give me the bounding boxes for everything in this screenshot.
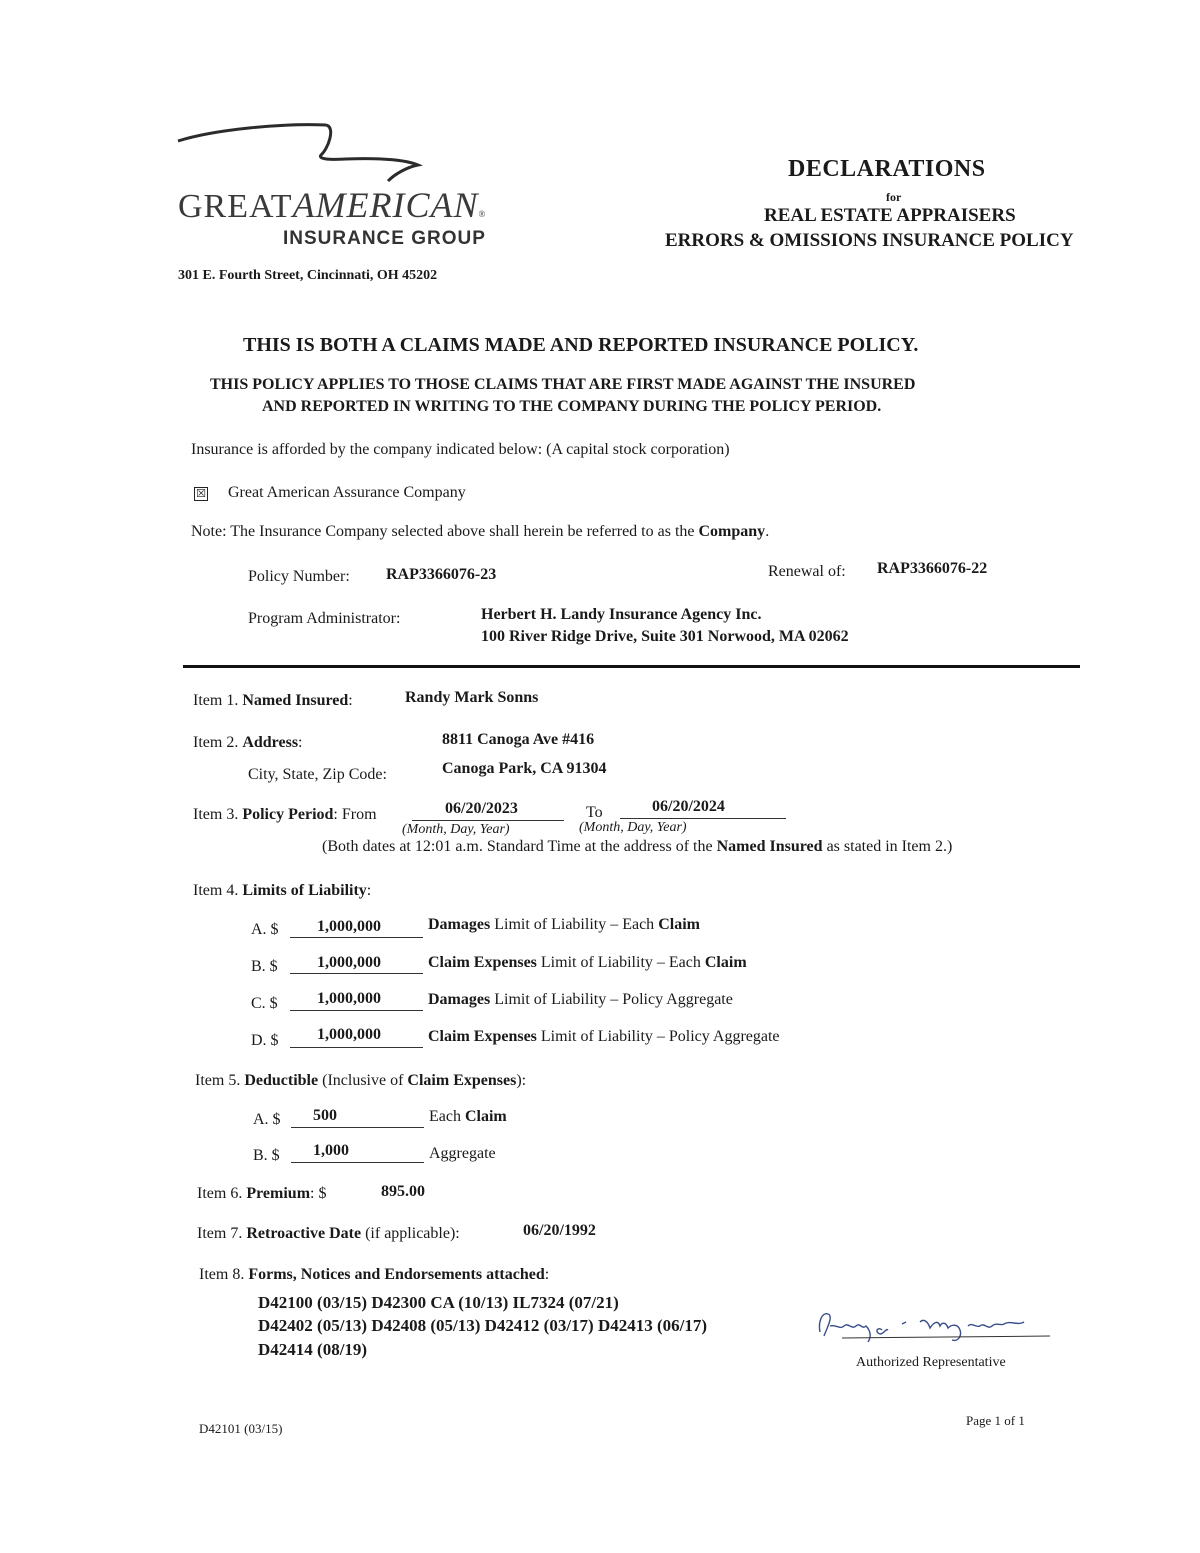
item5-prefix: Item 5. [195, 1072, 241, 1089]
item2-label-text: Address [242, 734, 299, 751]
deductible-letter: A. $ [253, 1111, 281, 1128]
item4-label [193, 882, 371, 900]
item3-label [193, 806, 377, 824]
renewal-number: RAP3366076-22 [877, 560, 988, 577]
limit-bold2: Claim [704, 954, 747, 971]
limit-description [428, 1028, 780, 1046]
item4-prefix: Item 4. [193, 882, 239, 899]
item6-label [197, 1185, 326, 1203]
limit-amount: 1,000,000 [317, 1026, 381, 1043]
policy-number: RAP3366076-23 [386, 566, 497, 583]
item5-bold2: Claim Expenses [407, 1072, 517, 1089]
note-suffix: . [765, 523, 770, 540]
item7-prefix: Item 7. [197, 1225, 243, 1242]
title-line2: ERRORS & OMISSIONS INSURANCE POLICY [665, 230, 1074, 251]
title-for: for [886, 190, 902, 204]
limit-letter: D. $ [251, 1032, 279, 1049]
item2-label [193, 734, 303, 752]
limit-bold1: Damages [428, 991, 491, 1008]
deductible-letter: B. $ [253, 1147, 280, 1164]
city-state-zip-label: City, State, Zip Code: [248, 766, 387, 783]
signature-caption: Authorized Representative [856, 1355, 1006, 1370]
policy-number-label: Policy Number: [248, 568, 350, 585]
program-admin-address: 100 River Ridge Drive, Suite 301 Norwood, MA 02062 [481, 628, 849, 645]
item8-label-text: Forms, Notices and Endorsements attached [248, 1266, 545, 1283]
premium-value: 895.00 [381, 1183, 425, 1200]
city-state-zip-value: Canoga Park, CA 91304 [442, 760, 607, 777]
to-format-hint: (Month, Day, Year) [579, 820, 687, 835]
forms-line1: D42100 (03/15) D42300 CA (10/13) IL7324 (07/21) [258, 1293, 619, 1312]
deductible-description [429, 1145, 496, 1163]
limit-mid: Limit of Liability – Each [490, 916, 659, 933]
item8-colon: : [544, 1266, 550, 1283]
afforded-text: Insurance is afforded by the company indicated below: (A capital stock corporation) [191, 441, 730, 458]
item5-mid: (Inclusive of [318, 1072, 408, 1089]
from-format-hint: (Month, Day, Year) [402, 822, 510, 837]
logo-registered: ® [478, 209, 487, 219]
item2-colon: : [298, 734, 303, 751]
note-b: Named Insured [716, 838, 823, 855]
limit-mid: Limit of Liability – Policy Aggregate [536, 1028, 780, 1045]
item7-label-text: Retroactive Date [246, 1225, 362, 1242]
limit-description [428, 954, 747, 972]
deductible-underline [291, 1127, 424, 1128]
to-underline [620, 818, 786, 819]
company-address: 301 E. Fourth Street, Cincinnati, OH 45202 [178, 268, 438, 283]
limit-mid: Limit of Liability – Each [536, 954, 705, 971]
claims-notice: THIS IS BOTH A CLAIMS MADE AND REPORTED INSURANCE POLICY. [243, 334, 919, 356]
forms-line2: D42402 (05/13) D42408 (05/13) D42412 (03/17) D42413 (06/17) [258, 1316, 708, 1335]
note-a: (Both dates at 12:01 a.m. Standard Time at the address of the [322, 838, 717, 855]
limit-letter: B. $ [251, 958, 278, 975]
limit-description [428, 991, 733, 1009]
authorized-signature [812, 1300, 1052, 1350]
item2-prefix: Item 2. [193, 734, 239, 751]
address-value: 8811 Canoga Ave #416 [442, 731, 595, 748]
declarations-title: DECLARATIONS [788, 156, 986, 182]
deductible-bold: Claim [464, 1108, 507, 1125]
item4-colon: : [366, 882, 372, 899]
item3-label-text: Policy Period [242, 806, 334, 823]
logo-great: GREAT [178, 188, 293, 225]
limit-mid: Limit of Liability – Policy Aggregate [490, 991, 733, 1008]
item6-colon: : $ [310, 1185, 327, 1202]
forms-line3: D42414 (08/19) [258, 1340, 368, 1359]
item1-prefix: Item 1. [193, 692, 239, 709]
limit-bold2: Claim [658, 916, 700, 933]
note-c: as stated in Item 2.) [822, 838, 953, 855]
item3-prefix: Item 3. [193, 806, 239, 823]
limit-description [428, 916, 700, 934]
limit-bold1: Damages [428, 916, 491, 933]
note-prefix: Note: The Insurance Company selected above shall herein be referred to as the [191, 523, 699, 540]
deductible-plain: Aggregate [429, 1145, 496, 1162]
limit-letter: A. $ [251, 921, 279, 938]
note-company: Company [698, 523, 766, 540]
item5-label-text: Deductible [244, 1072, 319, 1089]
section-divider [183, 665, 1080, 668]
item4-label-text: Limits of Liability [242, 882, 367, 899]
policy-period-note [322, 838, 952, 856]
limit-underline [290, 1010, 423, 1011]
item5-label [195, 1072, 526, 1090]
title-line1: REAL ESTATE APPRAISERS [764, 205, 1016, 226]
limit-amount: 1,000,000 [317, 990, 381, 1007]
item7-rest: (if applicable): [361, 1225, 460, 1242]
deductible-description [429, 1108, 507, 1126]
item1-colon: : [348, 692, 353, 709]
logo-insurance-group: INSURANCE GROUP [283, 228, 486, 249]
limit-underline [290, 1047, 423, 1048]
item8-prefix: Item 8. [199, 1266, 245, 1283]
item7-label [197, 1225, 460, 1243]
to-label: To [586, 804, 603, 821]
deductible-amount: 500 [313, 1107, 337, 1124]
limit-bold1: Claim Expenses [428, 954, 537, 971]
deductible-amount: 1,000 [313, 1142, 349, 1159]
company-checkbox[interactable]: ☒ [194, 487, 208, 501]
item8-label [199, 1266, 549, 1284]
logo-swoosh-icon [176, 115, 426, 190]
limit-underline [290, 973, 423, 974]
deductible-underline [291, 1162, 424, 1163]
item6-label-text: Premium [246, 1185, 311, 1202]
policy-period-from: 06/20/2023 [445, 800, 518, 817]
limit-amount: 1,000,000 [317, 918, 381, 935]
limit-bold1: Claim Expenses [428, 1028, 537, 1045]
retroactive-date-value: 06/20/1992 [523, 1222, 596, 1239]
item3-from-label: : From [333, 806, 377, 823]
item6-prefix: Item 6. [197, 1185, 243, 1202]
note-text [191, 523, 769, 541]
limit-amount: 1,000,000 [317, 954, 381, 971]
deductible-pre: Each [429, 1108, 465, 1125]
named-insured-value: Randy Mark Sonns [405, 689, 539, 706]
form-number: D42101 (03/15) [199, 1421, 283, 1436]
item1-label [193, 692, 353, 710]
program-admin-name: Herbert H. Landy Insurance Agency Inc. [481, 606, 762, 623]
policy-period-to: 06/20/2024 [652, 798, 725, 815]
item5-end: ): [516, 1072, 527, 1089]
applies-line1: THIS POLICY APPLIES TO THOSE CLAIMS THAT ARE FIRST MADE AGAINST THE INSURED [210, 376, 916, 393]
limit-underline [290, 937, 423, 938]
company-name: Great American Assurance Company [228, 484, 466, 501]
from-underline [412, 820, 564, 821]
limit-letter: C. $ [251, 995, 278, 1012]
program-admin-label: Program Administrator: [248, 610, 401, 627]
renewal-label: Renewal of: [768, 563, 846, 580]
applies-line2: AND REPORTED IN WRITING TO THE COMPANY DURING THE POLICY PERIOD. [262, 398, 882, 415]
page-number: Page 1 of 1 [966, 1413, 1025, 1428]
logo-american: AMERICAN [292, 185, 479, 225]
item1-label-text: Named Insured [242, 692, 349, 709]
